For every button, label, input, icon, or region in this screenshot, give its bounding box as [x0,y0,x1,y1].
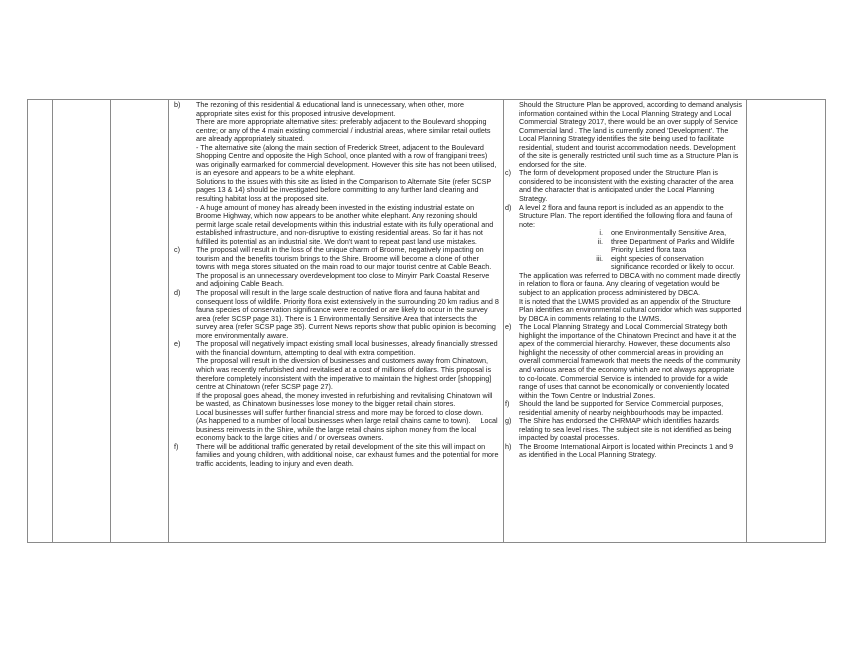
list-text: three Department of Parks and Wildlife Priority Listed flora taxa [611,236,735,255]
comment-item-d [505,204,742,324]
item-marker: e) [174,339,181,349]
list-number: ii. [597,236,603,246]
item-marker: c) [505,168,511,178]
item-marker: e) [505,322,512,332]
paragraph: The Local Planning Strategy and Local Commercial Strategy both highlight the importance of the Chinatown Precinct and have it at the apex of the commercial hierarchy. However, these documents also highlight the necessity of other commercial areas in providing an overall commercial framework that meets the needs of the community and various areas of the economy which are not always appropriate to co-locate. Commercial Service is intended to provide for a wide range of uses that cannot be economically or conveniently located within the Town Centre or Industrial Zones. [519,322,741,400]
recommendation-cell [747,100,826,543]
submission-item-e [174,340,499,443]
submission-cell [169,100,504,543]
paragraph: The Broome International Airport is located within Precincts 1 and 9 as identified in the Local Planning Strategy. [519,441,734,460]
paragraph: The proposal will result in the diversion of businesses and customers away from Chinatown, which was recently refurbished and revitalised at a cost of millions of dollars. This proposal is therefore completely inconsistent with the imperative to maintain the highest order [shopping] centre at Chinatown (refer SCSP page 27). [196,356,492,392]
paragraph: It is noted that the LWMS provided as an appendix of the Structure Plan identifies an environmental cultural corridor which was supported by DBCA in comments relating to the LWMS. [519,296,742,323]
paragraph: Local businesses will suffer further financial stress and more may be forced to close down. (As happened to a number of local businesses when large retail chains came to town). Local business reinvests in the Shire, while the large retail chains siphon money from the local economy back to the large cities and / or overseas owners. [196,407,500,443]
paragraph: The proposal will result in the large scale destruction of native flora and fauna habitat and consequent loss of wildlife. Priority flora exist extensively in the surrounding 20 km radius and 8 fauna species of conservation significance were recorded or are likely to occur in the survey area (refer SCSP page 31). There is 1 Environmentally Sensitive Area that intersects the survey area (refer SCSP page 35). Current News reports show that public opinion is becoming more environmentally aware. [196,288,499,340]
list-number: iii. [596,253,603,263]
paragraph: There will be additional traffic generated by retail development of the site this will impact on families and young children, with additional noise, car exhaust fumes and the potential for more traffic accidents, leading to injury and even death. [196,441,499,468]
paragraph: There are more appropriate alternative sites: preferably adjacent to the Boulevard shopping centre; or any of the 4 main existing commercial / industrial areas, where similar retail outlets are already appropriately situated. [196,117,491,144]
property-cell [111,100,169,543]
paragraph: The Shire has endorsed the CHRMAP which identifies hazards relating to sea level rises. The subject site is not identified as being impacted by coastal processes. [519,416,732,443]
roman-list-item [583,238,742,255]
comment-item-c [505,169,742,203]
paragraph: If the proposal goes ahead, the money invested in refurbishing and revitalising Chinatown will be wasted, as Chinatown businesses lose money to the bigger retail chain stores. [196,390,493,409]
submitter-cell [53,100,111,543]
paragraph: The rezoning of this residential & educational land is unnecessary, when other, more appropriate sites exist for this proposed intrusive development. [196,100,464,118]
item-marker: g) [505,416,512,426]
paragraph: The proposal will result in the loss of the unique charm of Broome, negatively impacting on tourism and the benefits tourism brings to the Shire. Broome will become a clone of other towns with mega stores situated on the main road to our major tourist centre at Cable Beach. [196,245,492,272]
submission-item-d [174,289,499,340]
item-marker: d) [174,288,181,298]
item-marker: f) [174,441,179,451]
submissions-table [27,99,826,543]
paragraph: Solutions to the issues with this site as listed in the Comparison to Alternate Site (refer SCSP pages 13 & 14) should be investigated before committing to any further land clearing and resulting habitat loss at the proposed site. [196,176,492,204]
paragraph: Should the land be supported for Service Commercial purposes, residential amenity of nearby neighbourhoods may be impacted. [519,399,724,417]
list-text: eight species of conservation significance recorded or likely to occur. [611,253,735,272]
item-marker: b) [174,100,181,109]
comment-cell [504,100,747,543]
roman-list-item [583,255,742,272]
paragraph: The proposal is an unnecessary overdevelopment too close to Minyirr Park Coastal Reserve and adjoining Cable Beach. [196,270,490,289]
intro-paragraph: Should the Structure Plan be approved, according to demand analysis information contained within the Local Planning Strategy and Local Commercial Strategy 2017, there would be an over supply of Service Commercial land . The land is currently zoned 'Development'. The Local Planning Strategy identifies the site being used to facilitate residential, student and tourist accommodation needs. Development of the site is generally restricted until such time as a Structure Plan is endorsed for the site. [519,100,742,169]
item-marker: h) [505,441,512,451]
comment-item-h [505,443,742,460]
paragraph: - A huge amount of money has already been invested in the existing industrial estate on Broome Highway, which now appears to be another white elephant. Any rezoning should permit large scale retail developments within this industrial estate with its fully operational and established infrastructure, and non-disruptive to existing residential areas. So far it has not fulfilled its potential as an industrial site. We don't want to repeat past land use mistakes. [196,202,494,246]
item-marker: d) [505,202,512,212]
submission-item-f [174,443,499,469]
item-marker: f) [505,399,510,409]
paragraph: The proposal will negatively impact existing small local businesses, already financially stressed with the financial downturn, attempting to deal with extra competition. [196,339,498,357]
list-text: one Environmentally Sensitive Area, [611,228,727,238]
number-cell [28,100,53,543]
table-row [28,100,826,543]
paragraph: - The alternative site (along the main section of Frederick Street, adjacent to the Boulevard Shopping Centre and opposite the High School, once planted with a row of frangipani trees) was originally earmarked for commercial development. However this site has not been utilised, is an eyesore and appears to be a white elephant. [196,142,497,178]
comment-item-e [505,323,742,400]
paragraph: The form of development proposed under the Structure Plan is considered to be inconsistent with the existing character of the area and the character that is anticipated under the Local Planning Strategy. [519,168,734,204]
comment-item-g [505,417,742,443]
list-number: i. [599,228,603,238]
submission-item-b [174,101,499,246]
paragraph: A level 2 flora and fauna report is included as an appendix to the Structure Plan. The report identified the following flora and fauna of note: [519,202,733,229]
paragraph: The application was referred to DBCA with no comment made directly in relation to flora or fauna. Any clearing of vegetation would be subject to an application process administered by DBCA. [519,270,741,298]
submission-item-c [174,246,499,289]
item-marker: c) [174,245,180,255]
comment-item-f [505,400,742,417]
